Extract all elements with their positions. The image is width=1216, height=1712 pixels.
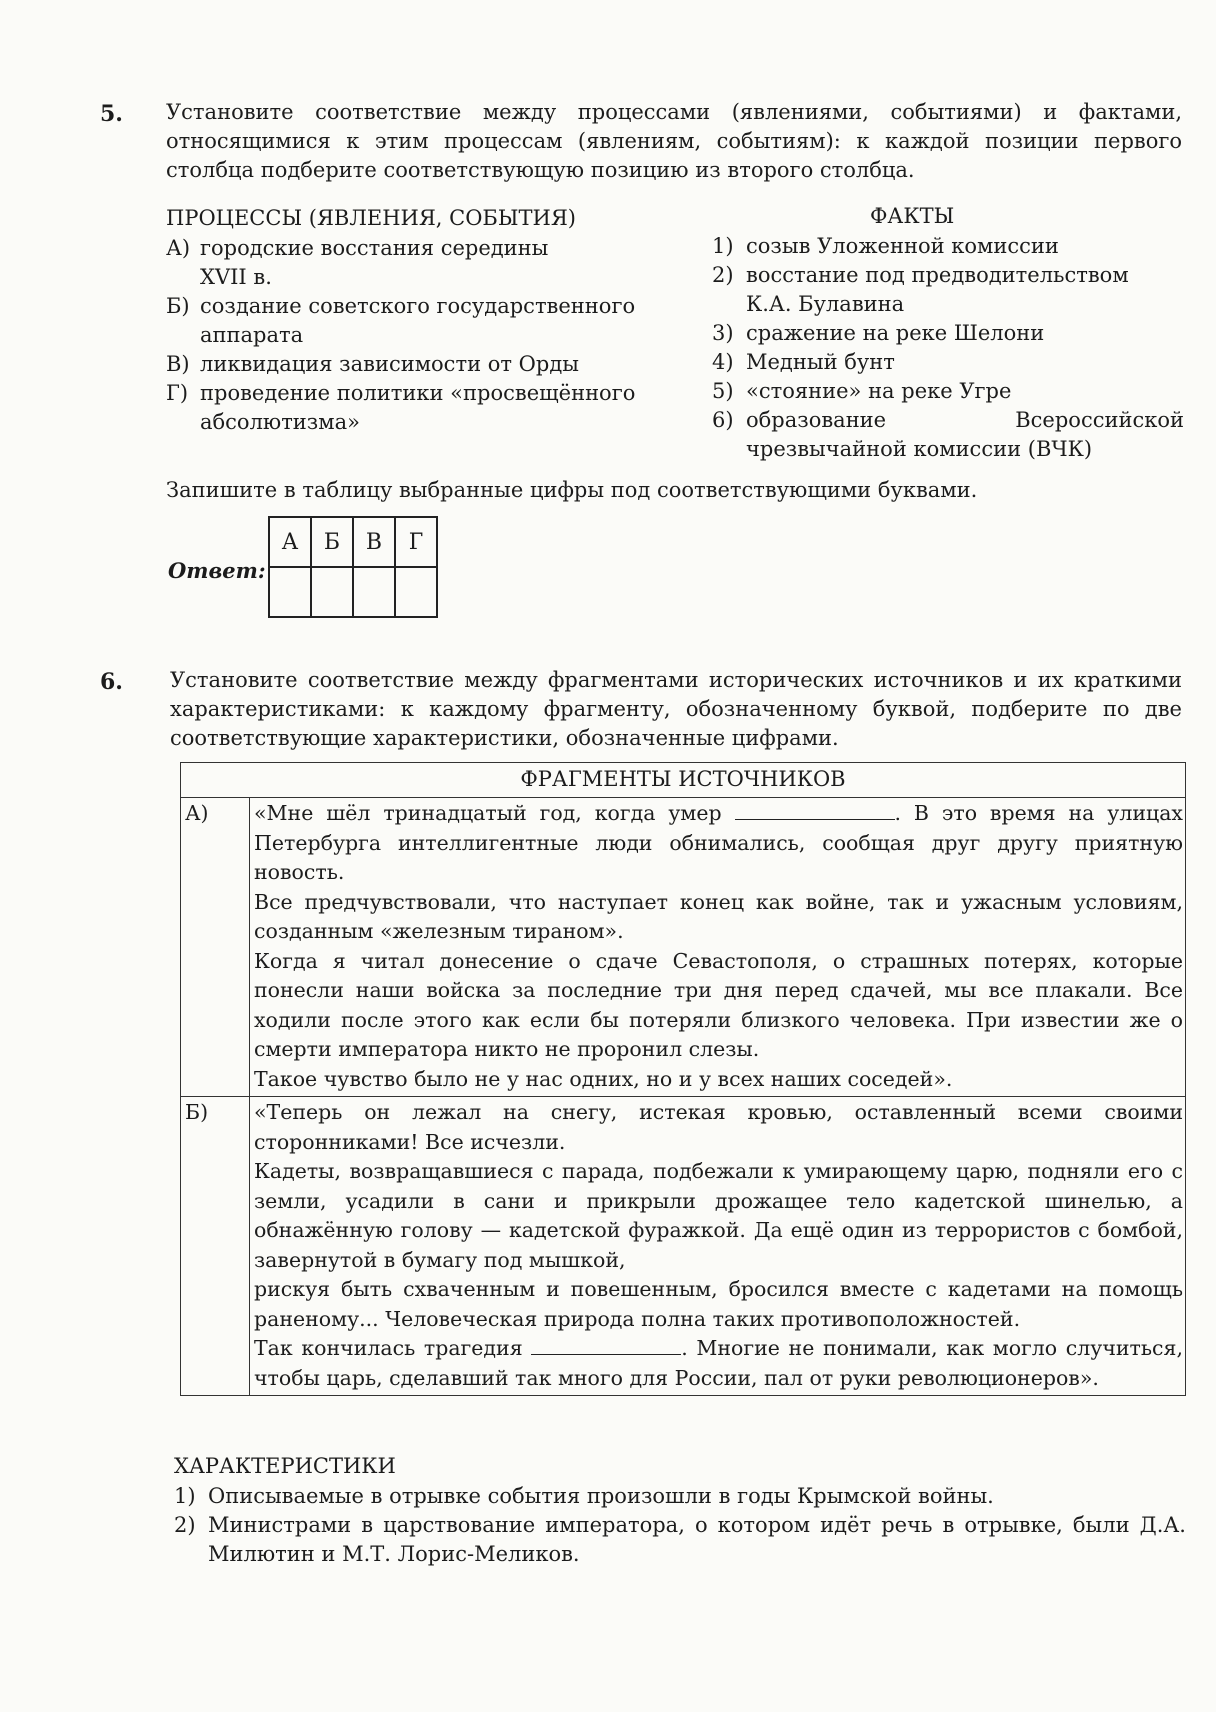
fact-text: восстание под предводительством К.А. Булавина	[746, 263, 1129, 316]
facts-header: ФАКТЫ	[870, 204, 955, 228]
characteristic-text: Описываемые в отрывке события произошли в годы Крымской войны.	[208, 1484, 994, 1508]
fact-label: 3)	[712, 321, 734, 345]
answer-cell-a[interactable]	[269, 567, 311, 617]
process-item	[166, 292, 654, 350]
facts-list	[712, 232, 1184, 464]
fact-text: сражение на реке Шелони	[746, 321, 1045, 345]
fact-item	[712, 232, 1184, 261]
answer-cell-g[interactable]	[395, 567, 437, 617]
task-6-prompt: Установите соответствие между фрагментами исторических источников и их краткими характеристиками: к каждому фрагменту, обозначенному буквой, подберите по две соответствующие характеристики, обозначенные цифрами.	[170, 668, 1182, 750]
characteristic-text: Министрами в царствование императора, о котором идёт речь в отрывке, были Д.А. Милютин и М.Т. Лорис-Меликов.	[208, 1513, 1186, 1566]
fact-text: «стояние» на реке Угре	[746, 379, 1012, 403]
characteristic-label: 1)	[174, 1484, 196, 1508]
fragment-text-before-blank: «Мне шёл тринадцатый год, когда умер	[254, 801, 722, 825]
answer-header-b: Б	[311, 517, 353, 567]
process-label: А)	[166, 236, 191, 260]
fact-text: образование Всероссийской чрезвычайной комиссии (ВЧК)	[746, 408, 1184, 461]
fragment-text-before-blank: Так кончилась трагедия	[254, 1336, 523, 1360]
characteristics-header: ХАРАКТЕРИСТИКИ	[174, 1454, 396, 1478]
fact-item	[712, 319, 1184, 348]
answer-table	[268, 516, 438, 618]
fact-label: 2)	[712, 263, 734, 287]
process-item	[166, 234, 576, 292]
characteristics-list	[174, 1482, 1186, 1569]
task-6-number: 6.	[100, 669, 123, 695]
table-row	[181, 798, 1186, 1097]
answer-header-g: Г	[395, 517, 437, 567]
fact-item	[712, 261, 1142, 319]
processes-list	[166, 234, 654, 437]
task-5-prompt: Установите соответствие между процессами (явлениями, событиями) и фактами, относящимися к этим процессам (явлениям, событиям): к каждой позиции первого столбца подберите соответствующую позицию из второго столбца.	[166, 100, 1182, 182]
answer-cell-b[interactable]	[311, 567, 353, 617]
fact-label: 5)	[712, 379, 734, 403]
process-item	[166, 350, 654, 379]
fact-label: 4)	[712, 350, 734, 374]
answer-cell-v[interactable]	[353, 567, 395, 617]
fragment-paragraph: рискуя быть схваченным и повешенным, бросился вместе с кадетами на помощь раненому... Человеческая природа полна таких противоположностей.	[254, 1277, 1183, 1331]
fact-item	[712, 377, 1184, 406]
fact-item	[712, 406, 1184, 464]
characteristic-label: 2)	[174, 1513, 196, 1537]
fragment-paragraph: Когда я читал донесение о сдаче Севастополя, о страшных потерях, которые понесли наши войска за последние три дня перед сдачей, мы все плакали. Все ходили после этого как если бы потеряли близкого человека. При известии же о смерти императора никто не проронил слезы.	[254, 948, 1183, 1061]
fragments-table	[180, 762, 1186, 1396]
answer-label: Ответ:	[168, 558, 266, 583]
fact-label: 1)	[712, 234, 734, 258]
fragment-label: А)	[181, 798, 250, 1097]
fact-text: созыв Уложенной комиссии	[746, 234, 1059, 258]
task-5-number: 5.	[100, 101, 123, 127]
process-label: В)	[166, 352, 190, 376]
fragment-blank	[531, 1334, 681, 1355]
fragment-blank	[735, 799, 895, 820]
task-5-instruction: Запишите в таблицу выбранные цифры под соответствующими буквами.	[166, 478, 978, 502]
characteristic-item	[174, 1482, 1186, 1511]
process-text: ликвидация зависимости от Орды	[200, 352, 579, 376]
process-text: проведение политики «просвещённого абсолютизма»	[200, 381, 636, 434]
fragment-text-after-blank: . Многие не понимали, как могло случиться, чтобы царь, сделавший так много для России, пал от руки революционеров».	[254, 1336, 1183, 1390]
fragment-paragraph: Все предчувствовали, что наступает конец как войне, так и ужасным условиям, созданным «железным тираном».	[254, 889, 1183, 943]
table-row	[181, 1097, 1186, 1396]
fact-item	[712, 348, 1184, 377]
process-label: Б)	[166, 294, 190, 318]
process-label: Г)	[166, 381, 189, 405]
answer-header-v: В	[353, 517, 395, 567]
characteristic-item	[174, 1511, 1186, 1569]
process-text: городские восстания середины XVII в.	[200, 236, 549, 289]
fragment-paragraph: «Теперь он лежал на снегу, истекая кровью, оставленный всеми своими сторонниками! Все исчезли.	[254, 1100, 1183, 1154]
process-text: создание советского государственного аппарата	[200, 294, 636, 347]
processes-header: ПРОЦЕССЫ (ЯВЛЕНИЯ, СОБЫТИЯ)	[166, 206, 577, 230]
fragment-text	[250, 1097, 1186, 1396]
fragment-label: Б)	[181, 1097, 250, 1396]
fragment-text	[250, 798, 1186, 1097]
fact-label: 6)	[712, 408, 734, 432]
answer-header-a: А	[269, 517, 311, 567]
fragment-paragraph: Такое чувство было не у нас одних, но и у всех наших соседей».	[254, 1066, 953, 1091]
fragments-table-header: ФРАГМЕНТЫ ИСТОЧНИКОВ	[181, 763, 1186, 798]
fragment-text-after-blank: . В это время на улицах Петербурга интеллигентные люди обнимались, сообщая друг другу приятную новость.	[254, 801, 1183, 884]
process-item	[166, 379, 636, 437]
fact-text: Медный бунт	[746, 350, 895, 374]
fragment-paragraph: Кадеты, возвращавшиеся с парада, подбежали к умирающему царю, подняли его с земли, усадили в сани и прикрыли дрожащее тело кадетской шинелью, а обнажённую голову — кадетской фуражкой. Да ещё один из террористов с бомбой, завернутой в бумагу под мышкой,	[254, 1159, 1183, 1272]
